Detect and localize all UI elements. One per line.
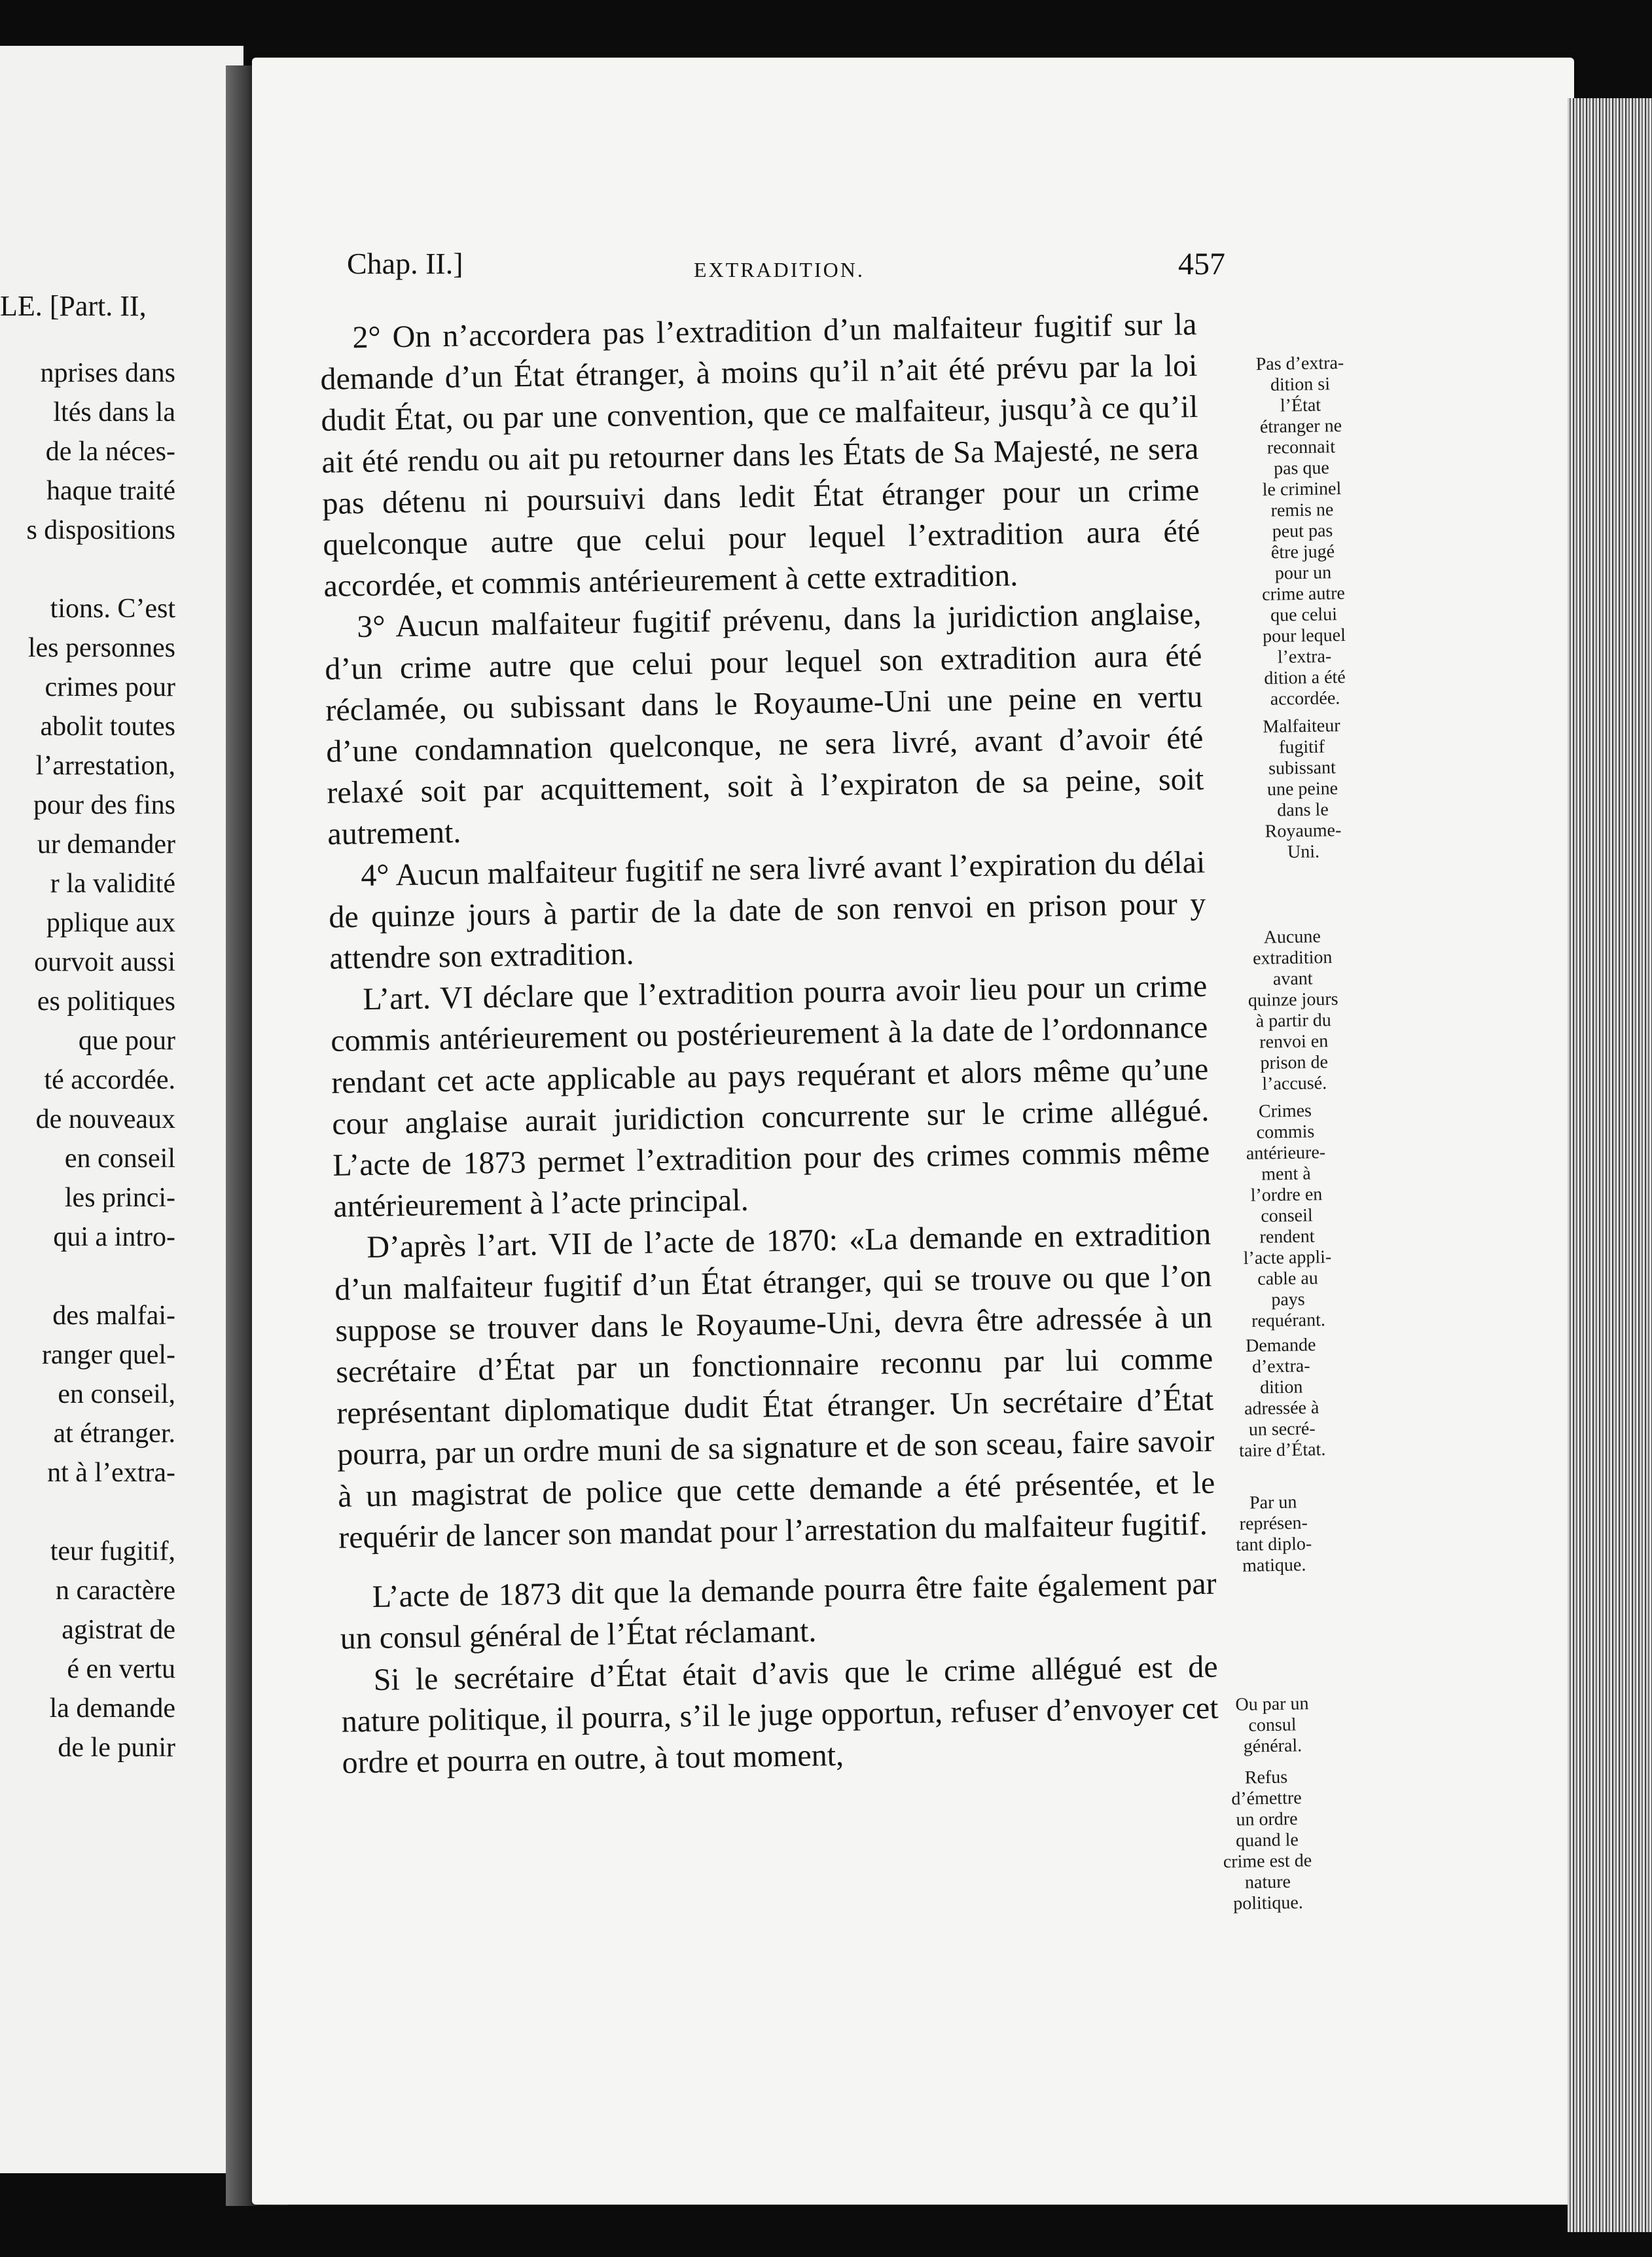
margin-note-line: Uni.	[1287, 841, 1320, 863]
margin-note-line: quand le	[1235, 1830, 1299, 1851]
margin-note	[1194, 1766, 1340, 1915]
left-page	[0, 46, 243, 2173]
left-page-line: de nouveaux	[35, 1104, 175, 1134]
margin-note-line: dition si	[1270, 374, 1331, 395]
margin-note-line: à partir du	[1255, 1010, 1332, 1032]
left-page-line: abolit toutes	[40, 712, 175, 742]
margin-note-line: d’émettre	[1231, 1788, 1302, 1809]
margin-note-line: Crimes	[1258, 1100, 1312, 1122]
margin-note-line: subissant	[1268, 757, 1337, 779]
margin-note-line: étranger ne	[1259, 416, 1342, 438]
margin-note-line: antérieure-	[1246, 1142, 1326, 1164]
margin-note-line: dans le	[1276, 799, 1329, 821]
left-page-line: n caractère	[56, 1576, 175, 1606]
margin-note-line: pour lequel	[1262, 624, 1346, 647]
margin-note-line: Demande	[1245, 1335, 1316, 1356]
left-page-gap	[0, 1492, 175, 1532]
margin-note	[1220, 926, 1367, 1095]
margin-note	[1229, 715, 1375, 863]
margin-note-line: crime est de	[1223, 1850, 1312, 1873]
left-page-line: que pour	[78, 1026, 175, 1056]
margin-note-line: taire d’État.	[1238, 1439, 1326, 1462]
margin-note-line: pays	[1271, 1289, 1305, 1310]
margin-note-line: adressée à	[1244, 1398, 1320, 1419]
left-page-line: s dispositions	[26, 515, 175, 545]
left-page-line: ur demander	[37, 829, 175, 859]
margin-note-line: une peine	[1266, 778, 1338, 800]
margin-note-line: cable au	[1257, 1268, 1318, 1290]
paragraph: L’acte de 1873 dit que la demande pourra être faite également par un consul général de l’État réclamant.	[340, 1566, 1217, 1657]
margin-note-line: peut pas	[1272, 520, 1333, 542]
margin-note-line: pas que	[1273, 458, 1330, 479]
left-page-line: des malfai-	[52, 1301, 175, 1331]
paragraph: 4° Aucun malfaiteur fugitif ne sera livré avant l’expiration du délai de quinze jours à partir de la date de son renvoi en prison pour y attendre son extradition.	[328, 844, 1206, 976]
left-page-line: té accordée.	[44, 1065, 175, 1095]
left-page-line: en conseil,	[58, 1379, 175, 1409]
margin-note	[1228, 352, 1378, 710]
left-page-line: ourvoit aussi	[34, 947, 175, 977]
paragraph: 3° Aucun malfaiteur fugitif prévenu, dans la juridiction anglaise, d’un crime autre que celui pour lequel son extradition aura été réclamée, ou subissant dans le Royaume-Uni une peine en vertu d’une condamnation quelconque, ne sera livré, avant d’avoir été relaxé soit par acquittement, soit à l’expiraton de sa peine, soit autrement.	[325, 596, 1204, 852]
body-text	[319, 304, 1219, 1784]
margin-note	[1213, 1100, 1361, 1332]
margin-note-line: que celui	[1270, 604, 1338, 626]
margin-note-line: Par un	[1249, 1492, 1297, 1513]
left-page-line: les personnes	[27, 633, 175, 663]
margin-note-line: politique.	[1232, 1892, 1304, 1914]
margin-note	[1200, 1693, 1344, 1758]
margin-note-line: l’acte appli-	[1243, 1246, 1332, 1269]
margin-note-line: l’extra-	[1277, 646, 1332, 668]
margin-note-line: consul	[1248, 1714, 1297, 1736]
left-page-line: la demande	[49, 1693, 175, 1724]
page-number: 457	[1178, 247, 1225, 281]
page-edges	[1568, 98, 1652, 2232]
margin-note-line: dition a été	[1264, 666, 1346, 689]
left-page-line: é en vertu	[67, 1654, 175, 1684]
margin-note-line: pour un	[1274, 562, 1332, 584]
margin-note-line: avant	[1272, 968, 1313, 990]
margin-note-line: renvoi en	[1259, 1031, 1329, 1053]
left-page-line: de le punir	[58, 1733, 175, 1763]
margin-note-line: fugitif	[1278, 736, 1325, 758]
margin-note-line: l’État	[1280, 395, 1321, 416]
paragraph: Si le secrétaire d’État était d’avis que le crime allégué est de nature politique, il pourra, s’il le juge opportun, refuser d’envoyer cet ordre et pourra en outre, à tout moment,	[341, 1649, 1219, 1780]
left-page-line: nt à l’extra-	[47, 1458, 175, 1488]
margin-note-line: Refus	[1244, 1767, 1288, 1788]
running-title: EXTRADITION.	[694, 258, 865, 281]
left-page-line: tions. C’est	[50, 594, 175, 624]
left-page-gap	[0, 550, 175, 589]
margin-note-line: ment à	[1261, 1163, 1311, 1185]
left-page-line: de la néces-	[45, 437, 175, 467]
paragraph: D’après l’art. VII de l’acte de 1870: «La demande en extradition d’un malfaiteur fugitif d’un État étranger, qui se trouve ou que l’on suppose se trouver dans le Royaume-Uni, devra être adressée à un secrétaire d’État par un fonctionnaire reconnu par lui comme représentant diplomatique dudit État étranger. Un secrétaire d’État pourra, par un ordre muni de sa signature et de son sceau, faire savoir à un magistrat de police que cette demande a été présentée, et le requérir de lancer son mandat pour l’arrestation du malfaiteur fugitif.	[334, 1217, 1215, 1555]
left-page-line: es politiques	[37, 986, 175, 1017]
margin-note-line: reconnait	[1266, 437, 1336, 458]
margin-note-line: d’extra-	[1251, 1356, 1310, 1377]
left-page-line: at étranger.	[53, 1418, 175, 1449]
margin-note-line: tant diplo-	[1236, 1534, 1312, 1555]
running-head	[347, 246, 1230, 285]
margin-note-line: Royaume-	[1265, 820, 1342, 842]
margin-note-line: Ou par un	[1235, 1693, 1309, 1715]
margin-note-line: matique.	[1242, 1555, 1306, 1576]
margin-note-line: Aucune	[1263, 926, 1321, 948]
margin-note-line: l’accusé.	[1262, 1073, 1327, 1094]
left-page-line: haque traité	[46, 476, 175, 506]
margin-note-line: un ordre	[1236, 1809, 1298, 1830]
left-page-text-fragments	[0, 353, 175, 1767]
margin-note-line: l’ordre en	[1250, 1184, 1323, 1206]
left-page-line: agistrat de	[62, 1615, 175, 1645]
left-page-line: en conseil	[64, 1144, 175, 1174]
left-page-line: les princi-	[64, 1183, 175, 1213]
margin-note-line: accordée.	[1270, 688, 1340, 710]
left-page-line: ranger quel-	[41, 1340, 175, 1370]
left-page-line: teur fugitif,	[50, 1536, 175, 1566]
left-page-line: l’arrestation,	[35, 751, 175, 781]
margin-note-line: remis ne	[1270, 499, 1334, 521]
margin-note-line: commis	[1256, 1121, 1315, 1143]
margin-note-line: conseil	[1261, 1205, 1313, 1227]
margin-note-line: rendent	[1259, 1226, 1315, 1248]
paragraph: L’art. VI déclare que l’extradition pourra avoir lieu pour un crime commis antérieurement ou postérieurement à la date de l’ordonnance rendant cet acte applicable au pays requérant et alors même qu’une cour anglaise aurait juridiction concurrente sur le crime allégué. L’acte de 1873 permet l’extradition pour des crimes commis même antérieurement à l’acte principal.	[330, 969, 1210, 1225]
margin-note	[1201, 1491, 1346, 1577]
left-page-header: LE. [Part. II,	[0, 290, 147, 322]
left-page-line: nprises dans	[40, 358, 175, 388]
margin-note-line: Malfaiteur	[1263, 715, 1340, 737]
left-page-line: pour des fins	[33, 790, 175, 820]
left-page-line: ltés dans la	[53, 397, 175, 427]
left-page-line: crimes pour	[45, 672, 175, 702]
margin-note-line: Pas d’extra-	[1255, 352, 1344, 375]
paragraph: 2° On n’accordera pas l’extradition d’un malfaiteur fugitif sur la demande d’un État étranger, à moins qu’il n’ait été prévu par la loi dudit État, ou par une convention, que ce malfaiteur, jusqu’à ce qu’il ait été rendu ou ait pu retourner dans les États de Sa Majesté, ne sera pas détenu ni poursuivi dans ledit État étranger pour un crime quelconque autre que celui pour lequel l’extradition aura été accordée, et commis antérieurement à cette extradition.	[320, 306, 1200, 604]
margin-note-line: requérant.	[1251, 1310, 1326, 1331]
left-page-line: pplique aux	[46, 908, 175, 938]
margin-note-line: représen-	[1239, 1513, 1308, 1534]
left-page-gap	[0, 1257, 175, 1296]
margin-note-line: quinze jours	[1248, 988, 1338, 1011]
margin-note-line: le criminel	[1262, 478, 1342, 500]
margin-note	[1209, 1334, 1355, 1462]
margin-note-line: être jugé	[1270, 541, 1335, 563]
chapter-reference: Chap. II.]	[347, 247, 463, 280]
margin-note-line: dition	[1259, 1377, 1303, 1398]
margin-note-line: général.	[1243, 1735, 1302, 1757]
margin-note-line: nature	[1244, 1871, 1291, 1893]
margin-note-line: un secré-	[1248, 1418, 1316, 1440]
margin-note-line: extradition	[1252, 947, 1333, 969]
margin-note-line: prison de	[1260, 1052, 1329, 1074]
left-page-line: r la validité	[50, 869, 175, 899]
margin-note-line: crime autre	[1261, 583, 1346, 605]
left-page-line: qui a intro-	[53, 1222, 175, 1252]
